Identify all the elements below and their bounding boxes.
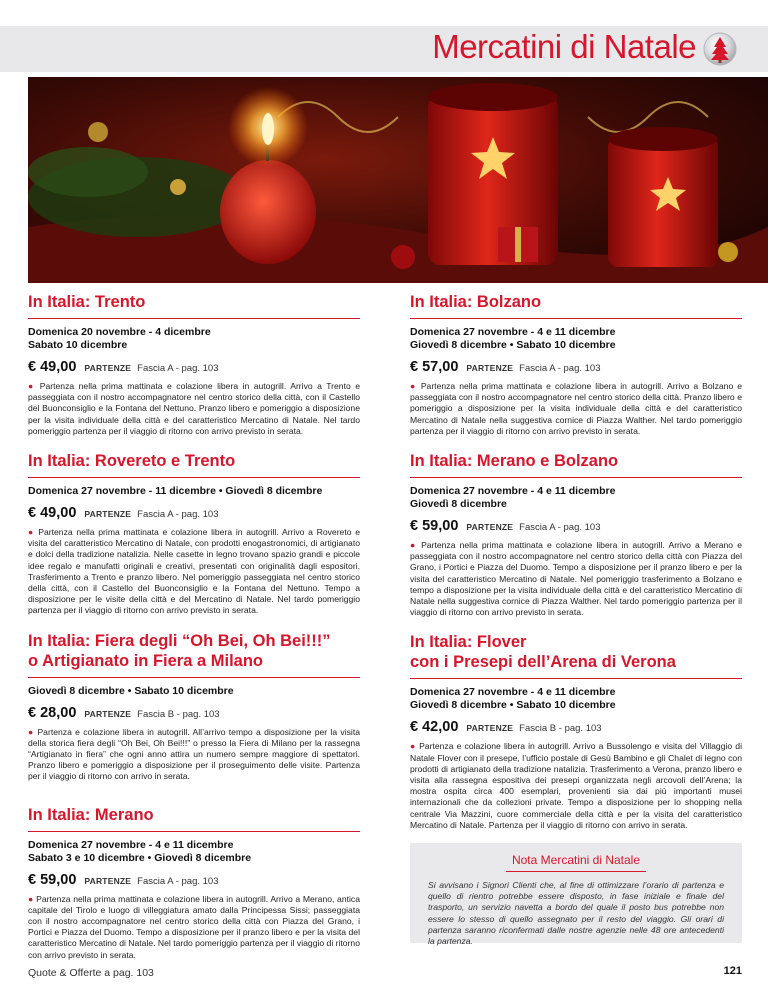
photo-art — [28, 77, 768, 283]
price-line — [28, 705, 360, 721]
price-line — [410, 359, 742, 375]
dates — [410, 326, 742, 352]
price: € 49,00 — [28, 505, 77, 522]
offer-trento — [28, 292, 360, 437]
price-line — [28, 505, 360, 521]
christmas-candles-image — [28, 77, 768, 283]
fascia-ref: Fascia B - pag. 103 — [519, 723, 602, 735]
date-line: Domenica 20 novembre - 4 dicembre — [28, 326, 211, 338]
date-line: Domenica 27 novembre - 11 dicembre • Giovedì 8 dicembre — [28, 485, 323, 498]
price: € 59,00 — [28, 871, 77, 888]
fascia-ref: Fascia A - pag. 103 — [137, 509, 219, 521]
date-line: Giovedì 8 dicembre • Sabato 10 dicembre — [410, 339, 616, 351]
description: ● Partenza e colazione libera in autogrill. Arrivo a Bussolengo e visita del Villaggio di Natale Flover con il presepe, l’ufficio postale di Gesù Bambino e gli Chalet di legno con prodotti di artigianato della tradizione natalizia. Trasferimento a Verona, pranzo libero e visita alla rassegna espositiva dei presepi organizzata negli arcovoli dell’Arena; la mostra ospita circa 400 esemplari, provenienti sia dai più importanti musei internazionali che da collezioni private. Tempo a disposizione per lo shopping nella centrale Via Mazzini, cuore commerciale della città e per la visita del caratteristico Mercatino di Natale. Partenza per il viaggio di ritorno con arrivo in serata. — [410, 741, 742, 830]
description: ● Partenza nella prima mattinata e colazione libera in autogrill. Arrivo a Trento e passeggiata con il nostro accompagnatore nel centro storico della città, con il Castello del Buonconsiglio e la Fontana del Nettuno. Pranzo libero e pomeriggio a disposizione per la visita individuale della città e del caratteristico Mercatino di Natale. Nel tardo pomeriggio partenza per il viaggio di ritorno con arrivo previsto in serata. — [28, 381, 360, 436]
price: € 42,00 — [410, 719, 459, 736]
price-line — [410, 719, 742, 735]
fascia-ref: Fascia A - pag. 103 — [137, 875, 219, 887]
partenze-label: PARTENZE — [466, 522, 514, 533]
date-line: Giovedì 8 dicembre • Sabato 10 dicembre — [410, 699, 616, 712]
description: ● Partenza nella prima mattinata e colazione libera in autogrill. Arrivo a Merano e passeggiata con il nostro accompagnatore nel centro storico della città con Piazza del Grano, i Portici e Piazza del Duomo. Tempo a disposizione per il pranzo libero e per la visita del caratteristico Mercatino di Natale. Nel pomeriggio trasferimento a Bolzano e tempo a disposizione per la visita individuale della città e del caratteristico Mercatino di Natale nella suggestiva cornice di Piazza Walther. Nel tardo pomeriggio partenza per il viaggio di ritorno con arrivo previsto in serata. — [410, 540, 742, 618]
partenze-label: PARTENZE — [84, 363, 132, 373]
title-line: In Italia: Fiera degli “Oh Bei, Oh Bei!!!” — [28, 631, 331, 650]
section-title — [28, 631, 360, 678]
dates — [410, 485, 742, 511]
section-title: In Italia: Rovereto e Trento — [28, 451, 360, 478]
title-line: o Artigianato in Fiera a Milano — [28, 651, 263, 670]
partenze-label: PARTENZE — [466, 363, 514, 373]
dates — [410, 686, 742, 712]
date-line: Giovedì 8 dicembre • Sabato 10 dicembre — [28, 684, 234, 697]
note-box — [410, 843, 742, 947]
section-title — [410, 632, 742, 679]
note-divider — [506, 871, 646, 872]
date-line: Domenica 27 novembre - 4 e 11 dicembre — [410, 326, 616, 338]
fascia-ref: Fascia A - pag. 103 — [137, 363, 219, 374]
offer-merano — [28, 805, 360, 961]
date-line: Sabato 10 dicembre — [28, 339, 128, 351]
section-title: In Italia: Trento — [28, 292, 360, 319]
date-line: Domenica 27 novembre - 4 e 11 dicembre — [410, 485, 616, 498]
price: € 49,00 — [28, 359, 77, 375]
offer-flover-verona — [410, 632, 742, 831]
left-column — [28, 292, 360, 975]
partenze-label: PARTENZE — [84, 708, 132, 719]
footer-reference: Quote & Offerte a pag. 103 — [28, 967, 154, 979]
price-line — [28, 359, 360, 375]
price: € 57,00 — [410, 359, 459, 375]
partenze-label: PARTENZE — [84, 875, 132, 886]
section-title: In Italia: Merano — [28, 805, 360, 832]
fascia-ref: Fascia A - pag. 103 — [519, 363, 601, 374]
price: € 59,00 — [410, 518, 459, 535]
date-line: Sabato 3 e 10 dicembre • Giovedì 8 dicembre — [28, 851, 252, 864]
partenze-label: PARTENZE — [84, 509, 132, 520]
partenze-label: PARTENZE — [466, 723, 514, 734]
page-number: 121 — [723, 965, 742, 977]
description: ● Partenza e colazione libera in autogrill. All’arrivo tempo a disposizione per la visita della storica fiera degli “Oh Bei, Oh Bei!!!” o presso la Fiera di Milano per la rassegna “Artigianato in fiera” che ogni anno attira un numero sempre maggiore di spettatori. Pranzo libero e pomeriggio a disposizione per il proseguimento delle visite. Partenza per il viaggio di ritorno con arrivo in serata. — [28, 726, 361, 782]
section-title: In Italia: Bolzano — [410, 292, 742, 319]
dates — [28, 326, 360, 352]
page-title: Mercatini di Natale — [432, 28, 696, 65]
offer-bolzano — [410, 292, 742, 437]
offer-rovereto-trento — [28, 451, 360, 617]
price-line — [28, 872, 360, 888]
dates — [28, 485, 360, 498]
note-title: Nota Mercatini di Natale — [511, 853, 641, 867]
right-column — [410, 292, 742, 845]
note-text: Si avvisano i Signori Clienti che, al fine di ottimizzare l’orario di partenza e quello di rientro potrebbe essere disposto, in fase iniziale e finale del trasporto, un servizio navetta a bordo del quale il posto bus potrebbe non essere lo stesso di quello assegnato per il resto del viaggio. Gli orari di partenza saranno riconfermati dalle nostre agenzie nelle 48 ore antecedenti la partenza. — [428, 880, 724, 947]
dates — [28, 685, 360, 698]
fascia-ref: Fascia A - pag. 103 — [519, 522, 601, 534]
date-line: Giovedì 8 dicembre — [410, 498, 507, 511]
offer-merano-bolzano — [410, 451, 742, 618]
title-line: con i Presepi dell’Arena di Verona — [410, 653, 676, 672]
fascia-ref: Fascia B - pag. 103 — [137, 708, 220, 720]
date-line: Domenica 27 novembre - 4 e 11 dicembre — [28, 838, 234, 851]
offer-fiera-milano — [28, 631, 360, 783]
dates — [28, 839, 360, 865]
price: € 28,00 — [28, 704, 77, 721]
description: ● Partenza nella prima mattinata e colazione libera in autogrill. Arrivo a Merano, antica capitale del Tirolo e luogo di villeggiatura amato dalla Principessa Sissi; passeggiata con il nostro accompagnatore nel centro storico della città con Piazza del Grano, i Portici e Piazza del Duomo. Tempo a disposizione per il pranzo libero e per la visita del caratteristico Mercatino di Natale. Nel tardo pomeriggio partenza per il viaggio di ritorno con arrivo previsto in serata. — [28, 893, 360, 960]
price-line — [410, 518, 742, 534]
section-title: In Italia: Merano e Bolzano — [410, 451, 742, 478]
christmas-tree-icon — [702, 31, 738, 67]
header-band — [0, 26, 768, 72]
date-line: Domenica 27 novembre - 4 e 11 dicembre — [410, 686, 616, 699]
description: ● Partenza nella prima mattinata e colazione libera in autogrill. Arrivo a Rovereto e visita del caratteristico Mercatino di Natale, con prodotti enogastronomici, di artigianato e dolci della tradizione natalizia. Nelle casette in legno trovano spazio grandi e piccole idee regalo e manufatti originali e creativi, presentati con originalità dagli espositori. Trasferimento a Trento e pranzo libero. Nel pomeriggio passeggiata nel centro storico della città, con il Castello del Buonconsiglio e la Fontana del Nettuno. Tempo a disposizione per le visite della città e del Mercatino di Natale. Nel tardo pomeriggio partenza per il viaggio di ritorno con arrivo previsto in serata. — [28, 527, 360, 616]
title-line: In Italia: Flover — [410, 633, 527, 652]
description: ● Partenza nella prima mattinata e colazione libera in autogrill. Arrivo a Bolzano e passeggiata con il nostro accompagnatore nel centro storico della città. Pranzo libero e pomeriggio a disposizione per la visita individuale della città e del caratteristico Mercatino di Natale nella suggestiva cornice di Piazza Walther. Nel tardo pomeriggio partenza per il viaggio di ritorno con arrivo previsto in serata. — [410, 381, 742, 436]
